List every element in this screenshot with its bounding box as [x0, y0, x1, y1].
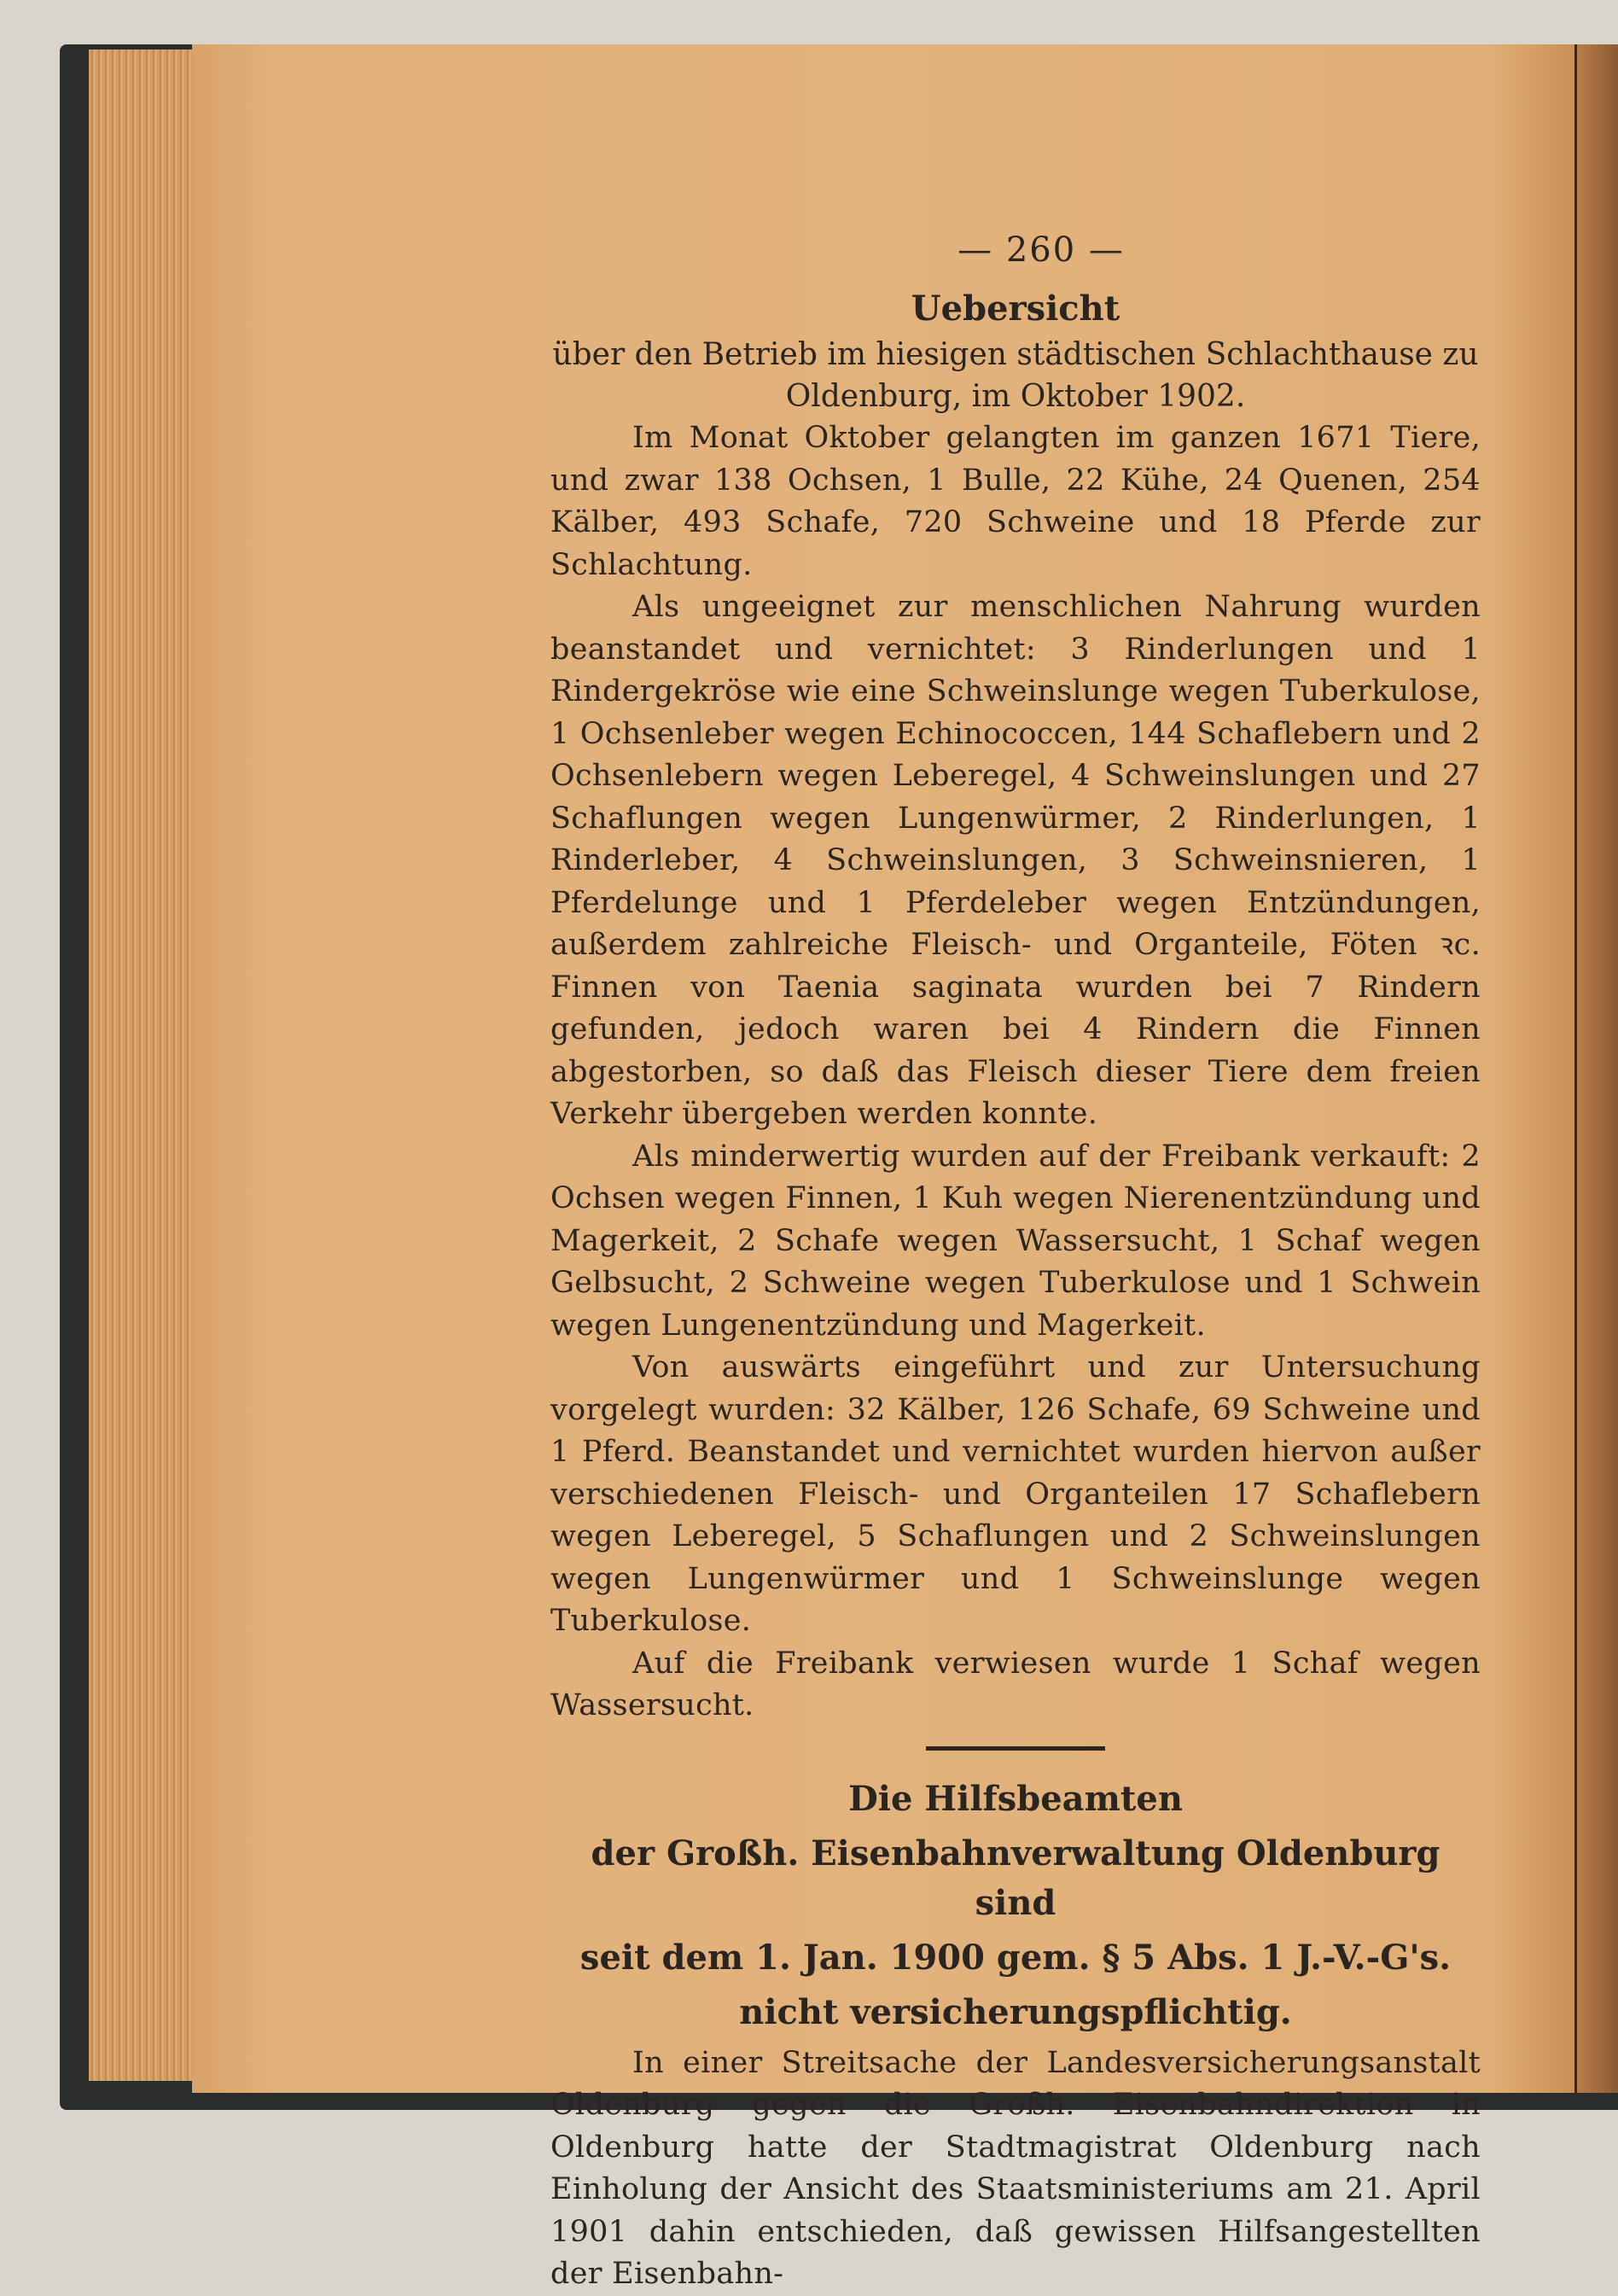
- section-subheading: über den Betrieb im hiesigen städtischen Schlachthause zu Oldenburg, im Oktober 1902.: [552, 337, 1479, 414]
- paragraph: Als ungeeignet zur menschlichen Nahrung wurden beanstandet und vernichtet: 3 Rinderlungen und 1 Rindergekröse wie eine Schweinslunge wegen Tuberkulose, 1 Ochsenleber wegen Echinococcen, 144 Schaflebern und 2 Ochsenlebern wegen Leberegel, 4 Schweinslungen und 27 Schaflungen wegen Lungenwürmer, 2 Rinderlungen, 1 Rinderleber, 4 Schweinslungen, 3 Schweinsnieren, 1 Pferdelunge und 1 Pferdeleber wegen Entzündungen, außerdem zahlreiche Fleisch- und Organteile, Föten ꝛc. Finnen von Taenia saginata wurden bei 7 Rindern gefunden, jedoch waren bei 4 Rindern die Finnen abgestorben, so daß das Fleisch dieser Tiere dem freien Verkehr übergeben werden konnte.: [550, 590, 1481, 1131]
- article-title-line: der Großh. Eisenbahnverwaltung Oldenburg sind: [591, 1833, 1440, 1923]
- article-title-line: nicht versicherungspflichtig.: [739, 1991, 1292, 2032]
- article-title-line: seit dem 1. Jan. 1900 gem. § 5 Abs. 1 J.-V.-G's.: [579, 1937, 1452, 1978]
- paragraph: Auf die Freibank verwiesen wurde 1 Schaf wegen Wassersucht.: [550, 1646, 1481, 1722]
- paragraph: Im Monat Oktober gelangten im ganzen 1671 Tiere, und zwar 138 Ochsen, 1 Bulle, 22 Kühe, 24 Quenen, 254 Kälber, 493 Schafe, 720 Schweine und 18 Pferde zur Schlachtung.: [550, 421, 1481, 582]
- paragraph: Als minderwertig wurden auf der Freibank verkauft: 2 Ochsen wegen Finnen, 1 Kuh wegen Nierenentzündung und Magerkeit, 2 Schafe wegen Wassersucht, 1 Schaf wegen Gelbsucht, 2 Schweine wegen Tuberkulose und 1 Schwein wegen Lungenentzündung und Magerkeit.: [550, 1139, 1481, 1343]
- section-heading: Uebersicht: [911, 288, 1120, 329]
- paragraph: In einer Streitsache der Landesversicherungsanstalt Oldenburg gegen die Großh. Eisenbahndirektion in Oldenburg hatte der Stadtmagistrat Oldenburg nach Einholung der Ansicht des Staatsministeriums am 21. April 1901 dahin entschieden, daß gewissen Hilfsangestellten der Eisenbahn-: [550, 2045, 1481, 2291]
- article-title-line: Die Hilfsbeamten: [848, 1778, 1183, 1819]
- page-gutter: [1577, 44, 1618, 2093]
- page-content: [550, 230, 1481, 2296]
- section-divider: [926, 1746, 1105, 1751]
- page-number: — 260 —: [957, 230, 1125, 270]
- paragraph: Von auswärts eingeführt und zur Untersuchung vorgelegt wurden: 32 Kälber, 126 Schafe, 69 Schweine und 1 Pferd. Beanstandet und vernichtet wurden hiervon außer verschiedenen Fleisch- und Organteilen 17 Schaflebern wegen Leberegel, 5 Schaflungen und 2 Schweinslungen wegen Lungenwürmer und 1 Schweinslunge wegen Tuberkulose.: [550, 1350, 1481, 1638]
